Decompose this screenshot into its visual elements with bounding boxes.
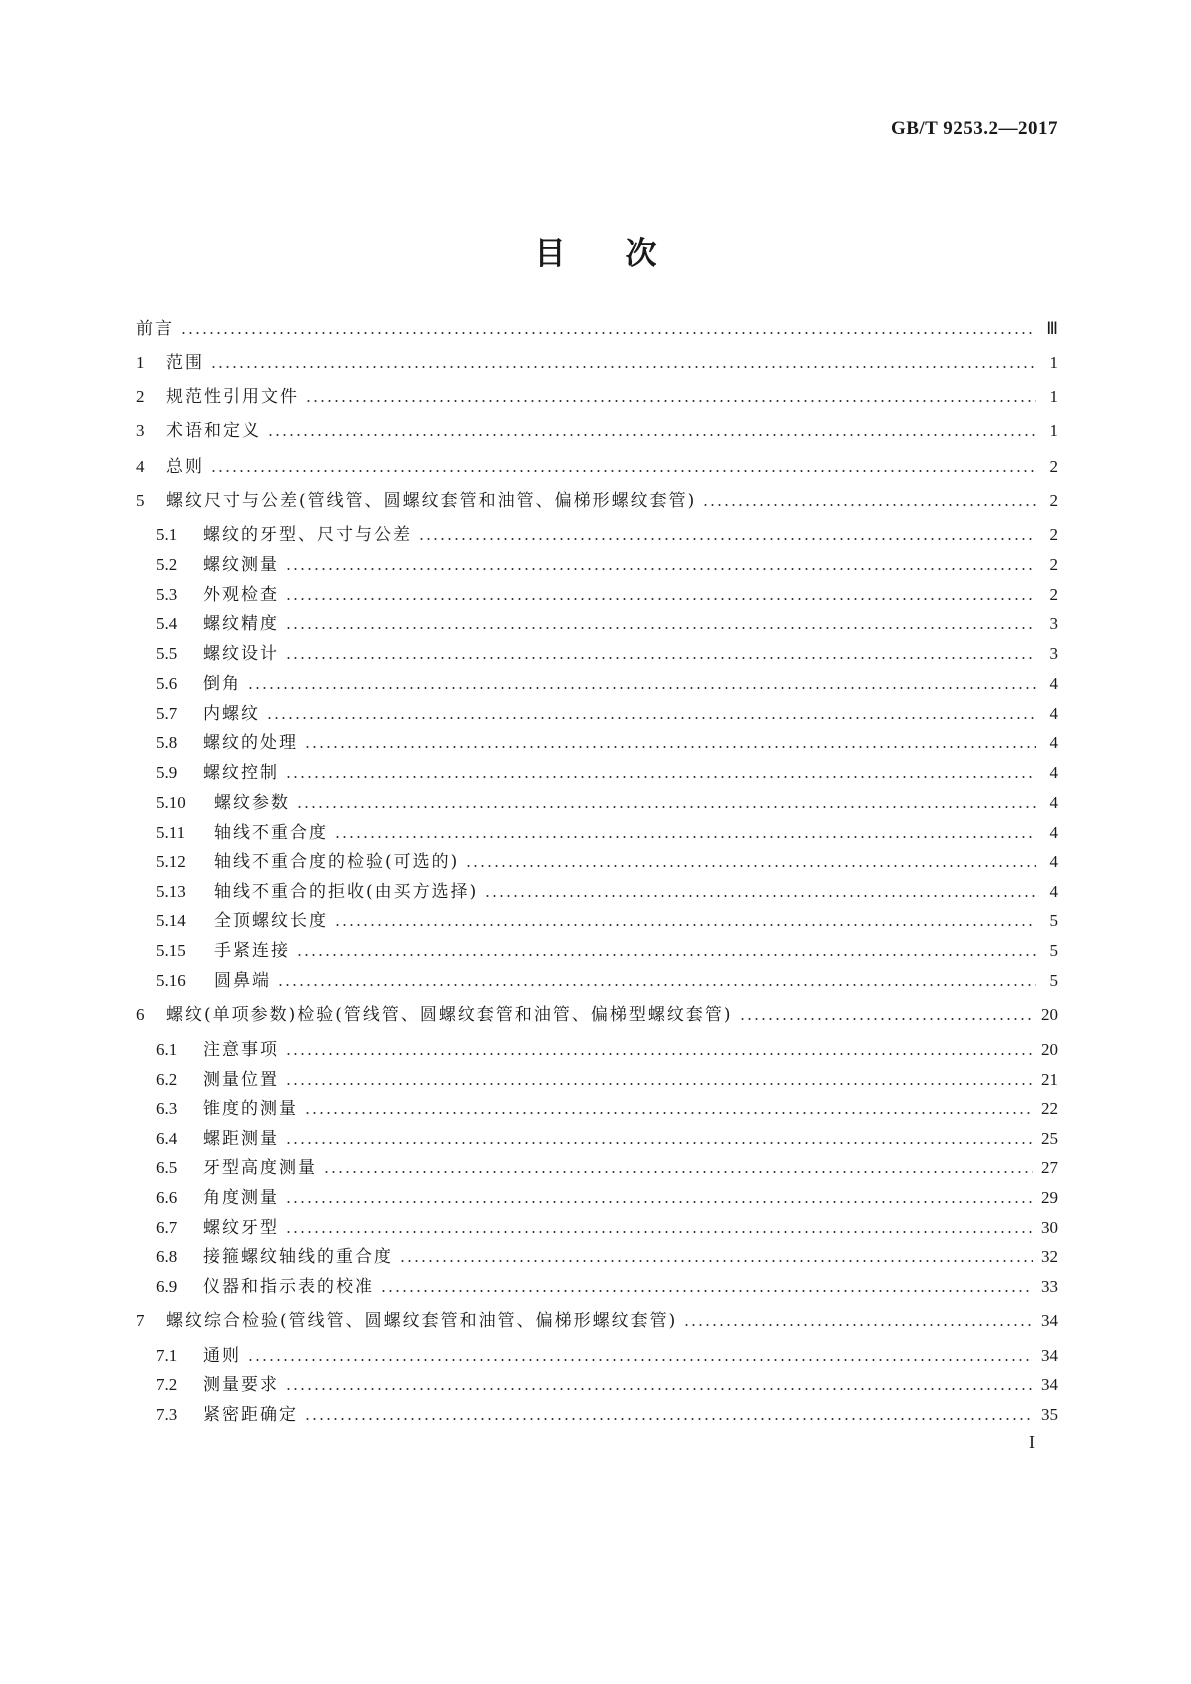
toc-entry-label: 手紧连接 xyxy=(214,941,290,961)
toc-entry-label: 螺纹设计 xyxy=(203,644,279,664)
toc-entry-page: 5 xyxy=(1049,911,1058,930)
toc-entry-page: 34 xyxy=(1041,1346,1058,1365)
dot-leader xyxy=(285,1083,1033,1085)
toc-entry[interactable] xyxy=(156,757,1058,783)
dot-leader xyxy=(266,717,1036,719)
toc-entry-number: 4 xyxy=(136,457,145,476)
toc-entry[interactable] xyxy=(156,1399,1058,1425)
dot-leader xyxy=(210,366,1036,368)
toc-entry[interactable] xyxy=(156,846,1058,872)
page-number: I xyxy=(1029,1432,1035,1452)
toc-entry[interactable] xyxy=(156,876,1058,902)
dot-leader xyxy=(323,1171,1033,1173)
toc-entry[interactable] xyxy=(156,608,1058,634)
toc-entry-number: 6.5 xyxy=(156,1158,178,1177)
toc-entry-page: 22 xyxy=(1041,1099,1058,1118)
toc-entry-number: 5.8 xyxy=(156,733,178,752)
toc-entry[interactable] xyxy=(156,698,1058,724)
toc-entry[interactable] xyxy=(156,1340,1058,1366)
toc-entry[interactable] xyxy=(156,727,1058,753)
toc-entry-label: 圆鼻端 xyxy=(214,971,271,991)
dot-leader xyxy=(702,504,1036,506)
toc-entry-page: 1 xyxy=(1049,353,1058,372)
dot-leader xyxy=(484,895,1036,897)
toc-entry[interactable] xyxy=(156,787,1058,813)
toc-entry-number: 6.7 xyxy=(156,1218,178,1237)
toc-entry-page: 1 xyxy=(1049,387,1058,406)
toc-entry-number: 5.15 xyxy=(156,941,186,960)
toc-entry-number: 5.4 xyxy=(156,614,178,633)
toc-entry-number: 6.8 xyxy=(156,1247,178,1266)
toc-entry-label: 术语和定义 xyxy=(166,421,261,441)
toc-entry[interactable] xyxy=(156,817,1058,843)
toc-entry-number: 2 xyxy=(136,387,145,406)
dot-leader xyxy=(285,776,1036,778)
toc-entry[interactable] xyxy=(156,1064,1058,1090)
dot-leader xyxy=(210,470,1036,472)
toc-entry-page: 5 xyxy=(1049,971,1058,990)
dot-leader xyxy=(380,1290,1033,1292)
toc-entry-page: 3 xyxy=(1049,644,1058,663)
toc-entry-label: 螺纹的牙型、尺寸与公差 xyxy=(203,525,412,545)
document-code: GB/T 9253.2—2017 xyxy=(890,118,1058,139)
toc-entry-label: 角度测量 xyxy=(203,1188,279,1208)
toc-entry-page: 4 xyxy=(1049,763,1058,782)
toc-entry-label: 测量要求 xyxy=(203,1375,279,1395)
toc-entry[interactable] xyxy=(136,381,1058,407)
toc-entry-page: 34 xyxy=(1041,1375,1058,1394)
toc-entry-page: 4 xyxy=(1049,852,1058,871)
toc-entry-page: 2 xyxy=(1049,491,1058,510)
toc-entry[interactable] xyxy=(136,347,1058,373)
toc-entry-number: 5.2 xyxy=(156,555,178,574)
toc-entry-number: 5.1 xyxy=(156,525,178,544)
toc-entry[interactable] xyxy=(156,638,1058,664)
toc-entry[interactable] xyxy=(156,1241,1058,1267)
dot-leader xyxy=(739,1018,1033,1020)
toc-entry-page: 30 xyxy=(1041,1218,1058,1237)
toc-entry-page: 4 xyxy=(1049,823,1058,842)
dot-leader xyxy=(285,1201,1033,1203)
dot-leader xyxy=(418,538,1036,540)
toc-entry-page: 4 xyxy=(1049,882,1058,901)
toc-entry-label: 螺纹控制 xyxy=(203,763,279,783)
toc-entry-page: 20 xyxy=(1041,1040,1058,1059)
toc-entry-label: 内螺纹 xyxy=(203,704,260,724)
toc-entry-page: 2 xyxy=(1049,525,1058,544)
toc-entry-number: 5.11 xyxy=(156,823,186,842)
toc-entry-number: 7.1 xyxy=(156,1346,178,1365)
toc-entry-label: 通则 xyxy=(203,1346,241,1366)
toc-entry-number: 5 xyxy=(136,491,145,510)
dot-leader xyxy=(285,1053,1033,1055)
toc-entry[interactable] xyxy=(136,1305,1058,1331)
toc-entry-page: 27 xyxy=(1041,1158,1058,1177)
dot-leader xyxy=(285,1388,1033,1390)
toc-entry[interactable] xyxy=(156,579,1058,605)
toc-entry-page: 2 xyxy=(1049,555,1058,574)
dot-leader xyxy=(285,1142,1033,1144)
dot-leader xyxy=(683,1324,1033,1326)
toc-entry-number: 5.3 xyxy=(156,585,178,604)
toc-entry-page: 3 xyxy=(1049,614,1058,633)
dot-leader xyxy=(296,954,1036,956)
toc-entry[interactable] xyxy=(156,1152,1058,1178)
toc-entry-label: 接箍螺纹轴线的重合度 xyxy=(203,1247,393,1267)
toc-entry-number: 7.3 xyxy=(156,1405,178,1424)
toc-entry-page: 34 xyxy=(1041,1311,1058,1330)
toc-entry-page: 35 xyxy=(1041,1405,1058,1424)
dot-leader xyxy=(285,657,1036,659)
toc-entry-page: 20 xyxy=(1041,1005,1058,1024)
toc-entry-number: 7.2 xyxy=(156,1375,178,1394)
toc-entry[interactable] xyxy=(156,935,1058,961)
toc-entry-label: 螺纹的处理 xyxy=(203,733,298,753)
toc-entry-page: 4 xyxy=(1049,704,1058,723)
toc-entry-label: 前言 xyxy=(136,319,174,339)
toc-entry-page: 21 xyxy=(1041,1070,1058,1089)
toc-entry-number: 5.12 xyxy=(156,852,186,871)
toc-entry-label: 螺纹参数 xyxy=(214,793,290,813)
toc-entry[interactable] xyxy=(136,451,1058,477)
dot-leader xyxy=(296,806,1036,808)
dot-leader xyxy=(305,400,1036,402)
toc-entry[interactable] xyxy=(136,313,1058,339)
toc-entry-label: 规范性引用文件 xyxy=(166,387,299,407)
dot-leader xyxy=(304,1112,1033,1114)
dot-leader xyxy=(304,1418,1033,1420)
toc-entry-label: 全顶螺纹长度 xyxy=(214,911,328,931)
toc-entry-page: 32 xyxy=(1041,1247,1058,1266)
toc-entry[interactable] xyxy=(156,668,1058,694)
page-title: 目次 xyxy=(534,236,717,272)
toc-entry-page: 4 xyxy=(1049,793,1058,812)
toc-entry[interactable] xyxy=(156,1212,1058,1238)
toc-entry-page: 1 xyxy=(1049,421,1058,440)
toc-entry-label: 轴线不重合度 xyxy=(214,823,328,843)
toc-entry-label: 螺纹综合检验(管线管、圆螺纹套管和油管、偏梯形螺纹套管) xyxy=(166,1311,678,1331)
toc-entry-number: 5.7 xyxy=(156,704,178,723)
toc-entry-label: 测量位置 xyxy=(203,1070,279,1090)
toc-entry-label: 轴线不重合的拒收(由买方选择) xyxy=(214,882,479,902)
dot-leader xyxy=(334,924,1036,926)
toc-entry-number: 5.13 xyxy=(156,882,186,901)
dot-leader xyxy=(247,1359,1033,1361)
dot-leader xyxy=(285,1231,1033,1233)
toc-entry-page: 4 xyxy=(1049,674,1058,693)
toc-entry-label: 注意事项 xyxy=(203,1040,279,1060)
toc-entry-number: 6.2 xyxy=(156,1070,178,1089)
toc-entry-page: 2 xyxy=(1049,585,1058,604)
toc-entry-number: 5.9 xyxy=(156,763,178,782)
dot-leader xyxy=(180,332,1036,334)
toc-entry-number: 3 xyxy=(136,421,145,440)
toc-entry-label: 总则 xyxy=(166,457,204,477)
toc-entry-page: 4 xyxy=(1049,733,1058,752)
dot-leader xyxy=(267,434,1036,436)
toc-entry-label: 倒角 xyxy=(203,674,241,694)
toc-entry-number: 7 xyxy=(136,1311,145,1330)
toc-entry[interactable] xyxy=(156,1034,1058,1060)
toc-entry-label: 螺纹尺寸与公差(管线管、圆螺纹套管和油管、偏梯形螺纹套管) xyxy=(166,491,697,511)
toc-entry-number: 6 xyxy=(136,1005,145,1024)
toc-entry[interactable] xyxy=(156,519,1058,545)
toc-entry[interactable] xyxy=(156,1369,1058,1395)
dot-leader xyxy=(304,746,1036,748)
toc-entry[interactable] xyxy=(156,549,1058,575)
dot-leader xyxy=(334,836,1036,838)
toc-entry-label: 轴线不重合度的检验(可选的) xyxy=(214,852,460,872)
toc-entry-number: 5.10 xyxy=(156,793,186,812)
dot-leader xyxy=(285,568,1036,570)
toc-entry-label: 螺纹精度 xyxy=(203,614,279,634)
toc-entry[interactable] xyxy=(156,1182,1058,1208)
toc-entry-label: 锥度的测量 xyxy=(203,1099,298,1119)
toc-entry-number: 5.5 xyxy=(156,644,178,663)
toc-entry-page: 29 xyxy=(1041,1188,1058,1207)
toc-entry-page: 5 xyxy=(1049,941,1058,960)
toc-entry-page: 2 xyxy=(1049,457,1058,476)
toc-entry[interactable] xyxy=(156,965,1058,991)
toc-entry[interactable] xyxy=(156,1093,1058,1119)
toc-entry-number: 6.3 xyxy=(156,1099,178,1118)
toc-entry[interactable] xyxy=(136,999,1058,1025)
dot-leader xyxy=(399,1260,1033,1262)
toc-entry[interactable] xyxy=(156,905,1058,931)
toc-entry-page: Ⅲ xyxy=(1046,319,1058,338)
toc-entry-number: 6.4 xyxy=(156,1129,178,1148)
toc-entry-label: 螺纹牙型 xyxy=(203,1218,279,1238)
toc-entry-page: 25 xyxy=(1041,1129,1058,1148)
dot-leader xyxy=(277,984,1036,986)
toc-entry-label: 螺纹(单项参数)检验(管线管、圆螺纹套管和油管、偏梯型螺纹套管) xyxy=(166,1005,733,1025)
toc-entry[interactable] xyxy=(136,415,1058,441)
toc-entry[interactable] xyxy=(156,1271,1058,1297)
toc-entry-number: 5.14 xyxy=(156,911,186,930)
toc-entry-number: 6.6 xyxy=(156,1188,178,1207)
dot-leader xyxy=(247,687,1036,689)
dot-leader xyxy=(285,627,1036,629)
toc-entry-page: 33 xyxy=(1041,1277,1058,1296)
toc-entry-label: 仪器和指示表的校准 xyxy=(203,1277,374,1297)
dot-leader xyxy=(285,598,1036,600)
toc-entry-label: 螺距测量 xyxy=(203,1129,279,1149)
toc-entry-number: 5.16 xyxy=(156,971,186,990)
dot-leader xyxy=(465,865,1036,867)
toc-entry[interactable] xyxy=(136,485,1058,511)
toc-entry-label: 范围 xyxy=(166,353,204,373)
toc-entry-number: 6.1 xyxy=(156,1040,178,1059)
toc-entry[interactable] xyxy=(156,1123,1058,1149)
toc-entry-number: 5.6 xyxy=(156,674,178,693)
toc-entry-label: 外观检查 xyxy=(203,585,279,605)
toc-entry-number: 6.9 xyxy=(156,1277,178,1296)
toc-entry-label: 螺纹测量 xyxy=(203,555,279,575)
toc-entry-label: 牙型高度测量 xyxy=(203,1158,317,1178)
toc-entry-number: 1 xyxy=(136,353,145,372)
toc-entry-label: 紧密距确定 xyxy=(203,1405,298,1425)
